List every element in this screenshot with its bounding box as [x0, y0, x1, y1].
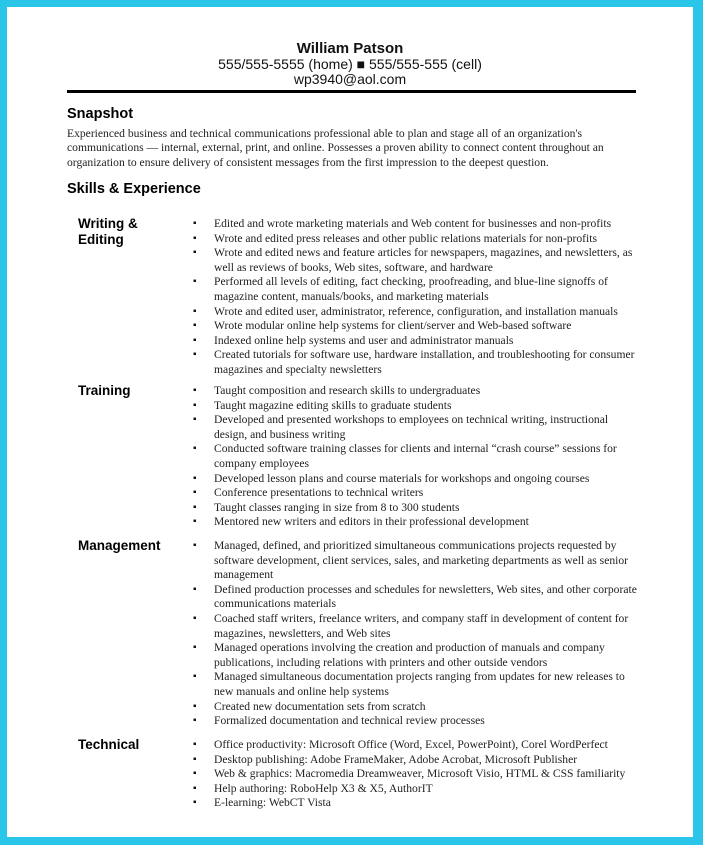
list-item: ▪ Taught classes ranging in size from 8 to 300 students	[189, 501, 639, 516]
list-item: ▪ Indexed online help systems and user and administrator manuals	[189, 334, 639, 349]
list-item: ▪ Wrote and edited news and feature articles for newspapers, magazines, and newsletters, as well as reviews of books, Web sites, software, and hardware	[189, 246, 639, 275]
list-item: ▪ Managed, defined, and prioritized simultaneous communications projects requested by software development, client services, sales, and marketing departments as well as senior management	[189, 539, 639, 583]
section-label-management: Management	[78, 538, 161, 553]
list-item: ▪ Created tutorials for software use, hardware installation, and troubleshooting for consumer magazines and specialty newsletters	[189, 348, 639, 377]
email-address: wp3940@aol.com	[293, 71, 407, 87]
list-item: ▪ Desktop publishing: Adobe FrameMaker, Adobe Acrobat, Microsoft Publisher	[189, 753, 639, 768]
list-item: ▪ Mentored new writers and editors in their professional development	[189, 515, 639, 530]
list-item: ▪ Developed lesson plans and course materials for workshops and ongoing courses	[189, 472, 639, 487]
list-item: ▪ Coached staff writers, freelance writers, and company staff in development of content for magazines, newsletters, and Web sites	[189, 612, 639, 641]
list-item: ▪ E-learning: WebCT Vista	[189, 796, 639, 811]
header-divider	[67, 90, 636, 93]
resume-header	[7, 40, 693, 87]
list-item: ▪ Conducted software training classes for clients and internal “crash course” sessions for company employees	[189, 442, 639, 471]
list-item: ▪ Formalized documentation and technical review processes	[189, 714, 639, 729]
snapshot-heading: Snapshot	[67, 106, 134, 122]
list-item: ▪ Wrote and edited press releases and other public relations materials for non-profits	[189, 232, 639, 247]
list-item: ▪ Managed operations involving the creation and production of manuals and company publications, including relations with printers and other outside vendors	[189, 641, 639, 670]
list-item: ▪ Created new documentation sets from scratch	[189, 700, 639, 715]
resume-page	[7, 7, 693, 837]
phone-numbers: 555/555-5555 (home) ■ 555/555-555 (cell)	[218, 56, 482, 72]
list-item: ▪ Conference presentations to technical writers	[189, 486, 639, 501]
list-item: ▪ Help authoring: RoboHelp X3 & X5, AuthorIT	[189, 782, 639, 797]
list-item: ▪ Taught magazine editing skills to graduate students	[189, 399, 639, 414]
list-item: ▪ Defined production processes and schedules for newsletters, Web sites, and other corporate communications materials	[189, 583, 639, 612]
snapshot-text: Experienced business and technical communications professional able to plan and stage all of an organization's communications — internal, external, print, and online. Possesses a proven ability to connect content throughout an organization to ensure delivery of consistent messages from the first impression to the deepest question.	[67, 127, 604, 169]
technical-list	[189, 738, 639, 811]
list-item: ▪ Web & graphics: Macromedia Dreamweaver, Microsoft Visio, HTML & CSS familiarity	[189, 767, 639, 782]
skills-heading: Skills & Experience	[67, 181, 201, 197]
section-label-technical: Technical	[78, 737, 140, 752]
list-item: ▪ Taught composition and research skills to undergraduates	[189, 384, 639, 399]
writing-editing-list	[189, 217, 639, 378]
list-item: ▪ Managed simultaneous documentation projects ranging from updates for new releases to new manuals and online help systems	[189, 670, 639, 699]
candidate-name: William Patson	[296, 40, 404, 57]
list-item: ▪ Edited and wrote marketing materials and Web content for businesses and non-profits	[189, 217, 639, 232]
list-item: ▪ Wrote modular online help systems for client/server and Web-based software	[189, 319, 639, 334]
list-item: ▪ Wrote and edited user, administrator, reference, configuration, and installation manuals	[189, 305, 639, 320]
training-list	[189, 384, 639, 530]
section-label-training: Training	[78, 383, 131, 398]
section-label-writing-editing: Writing & Editing	[78, 216, 138, 247]
management-list	[189, 539, 639, 729]
list-item: ▪ Performed all levels of editing, fact checking, proofreading, and blue-line signoffs of magazine content, manuals/books, and marketing materials	[189, 275, 639, 304]
list-item: ▪ Developed and presented workshops to employees on technical writing, instructional design, and business writing	[189, 413, 639, 442]
list-item: ▪ Office productivity: Microsoft Office (Word, Excel, PowerPoint), Corel WordPerfect	[189, 738, 639, 753]
